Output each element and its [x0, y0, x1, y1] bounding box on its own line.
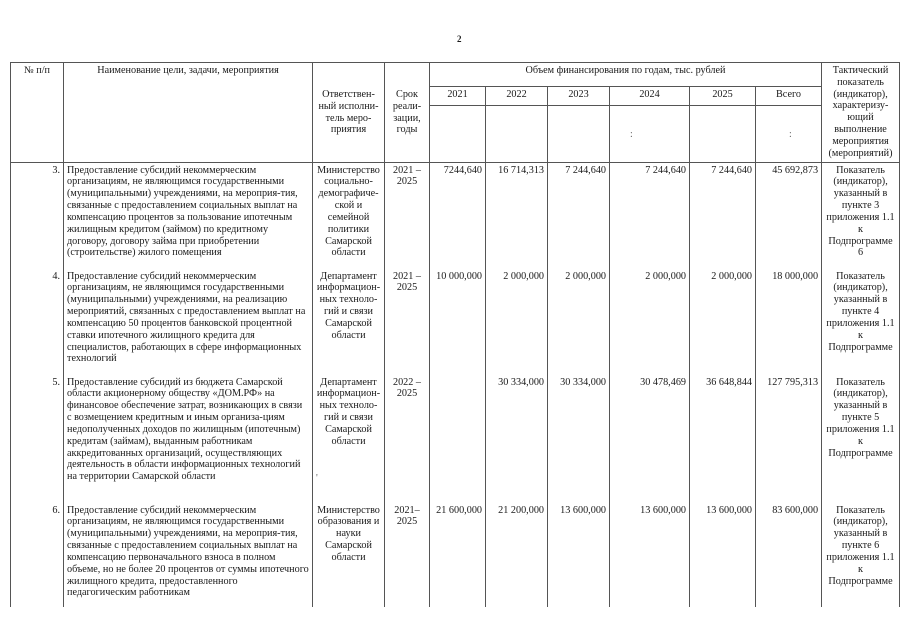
row-value-2025: 13 600,000: [690, 503, 756, 607]
row-value-2021: 10 000,000: [430, 269, 486, 375]
row-num: 6.: [11, 503, 64, 607]
header-num: № п/п: [11, 63, 64, 163]
row-value-2022: 16 714,313: [486, 162, 548, 269]
row-indicator: Показатель (индикатор), указанный в пункте 6 приложения 1.1 к Подпрограмме: [822, 503, 900, 607]
header-spacer: [690, 105, 756, 162]
header-spacer: [548, 105, 610, 162]
table-row: [11, 269, 900, 375]
row-value-2025: 7 244,640: [690, 162, 756, 269]
row-value-total: 18 000,000: [756, 269, 822, 375]
row-name: Предоставление субсидий некоммерческим организациям, не являющимся государственными (муниципальными) учреждениями, на мероприя-тия, связанные с предоставлением социальных выплат на компенсацию первоначального взноса в полном объеме, но не более 20 процентов от суммы ипотечного жилищного кредита, предоставленного педагогическим работникам: [64, 503, 313, 607]
header-year-2022: 2022: [486, 86, 548, 105]
header-responsible: Ответствен-ный исполни-тель меро-приятия: [313, 63, 385, 163]
header-row: [11, 63, 900, 87]
row-value-2024: 2 000,000: [610, 269, 690, 375]
row-indicator: Показатель (индикатор), указанный в пункте 4 приложения 1.1 к Подпрограмме: [822, 269, 900, 375]
row-indicator: Показатель (индикатор), указанный в пункте 5 приложения 1.1 к Подпрограмме: [822, 375, 900, 503]
header-name: Наименование цели, задачи, мероприятия: [64, 63, 313, 163]
row-num: 3.: [11, 162, 64, 269]
row-responsible: Департамент информацион-ных техноло-гий и связи Самарской области: [313, 375, 385, 503]
row-responsible: Министерство образования и науки Самарской области: [313, 503, 385, 607]
row-value-2025: 36 648,844: [690, 375, 756, 503]
row-value-2023: 30 334,000: [548, 375, 610, 503]
header-term: Срок реали-зации, годы: [385, 63, 430, 163]
row-value-2024: 7 244,640: [610, 162, 690, 269]
row-value-2025: 2 000,000: [690, 269, 756, 375]
row-name: Предоставление субсидий из бюджета Самарской области акционерному обществу «ДОМ.РФ» на финансовое обеспечение затрат, возникающих в связи с возмещением кредитным и иным организа-циям недополученных доходов по жилищным (ипотечным) кредитам (займам), выданным работникам аккредитованных организаций, осуществляющих деятельность в области информационных технологий на территории Самарской области: [64, 375, 313, 503]
header-year-2025: 2025: [690, 86, 756, 105]
header-spacer: [486, 105, 548, 162]
table-row: [11, 503, 900, 607]
row-term: 2021– 2025: [385, 503, 430, 607]
row-value-total: 83 600,000: [756, 503, 822, 607]
table-row: [11, 162, 900, 269]
header-year-2023: 2023: [548, 86, 610, 105]
row-value-2021: [430, 375, 486, 503]
row-num: 4.: [11, 269, 64, 375]
row-responsible: Департамент информацион-ных техноло-гий и связи Самарской области: [313, 269, 385, 375]
header-indicator: Тактический показатель (индикатор), характеризу-ющий выполнение мероприятия (мероприятий): [822, 63, 900, 163]
row-value-2024: 30 478,469: [610, 375, 690, 503]
header-year-2024: 2024: [610, 86, 690, 105]
row-value-2024: 13 600,000: [610, 503, 690, 607]
scan-speck-mark: ': [316, 473, 318, 484]
row-value-2022: 2 000,000: [486, 269, 548, 375]
row-term: 2021 – 2025: [385, 162, 430, 269]
row-name: Предоставление субсидий некоммерческим организациям, не являющимся государственными (муниципальными) учреждениями, на реализацию мероприятий, связанных с предоставлением выплат на компенсацию 50 процентов банковской процентной ставки ипотечного жилищного кредита для специалистов, работающих в сфере информационных технологий: [64, 269, 313, 375]
header-financing: Объем финансирования по годам, тыс. рублей: [430, 63, 822, 87]
row-value-2022: 21 200,000: [486, 503, 548, 607]
row-value-2023: 7 244,640: [548, 162, 610, 269]
scan-speck-mark: :: [789, 129, 792, 140]
row-indicator: Показатель (индикатор), указанный в пункте 3 приложения 1.1 к Подпрограмме 6: [822, 162, 900, 269]
scan-speck-mark: :: [630, 129, 633, 140]
row-term: 2022 – 2025: [385, 375, 430, 503]
row-value-2021: 21 600,000: [430, 503, 486, 607]
header-year-2021: 2021: [430, 86, 486, 105]
row-value-2022: 30 334,000: [486, 375, 548, 503]
row-name: Предоставление субсидий некоммерческим организациям, не являющимся государственными (муниципальными) учреждениями, на мероприя-тия, связанные с предоставлением социальных выплат на компенсацию процентов за пользование ипотечным жилищным кредитом (займом) по кредитному договору, договору займа при приобретении (строительстве) жилого помещения: [64, 162, 313, 269]
row-term: 2021 – 2025: [385, 269, 430, 375]
row-value-2023: 13 600,000: [548, 503, 610, 607]
header-spacer: [430, 105, 486, 162]
row-value-2023: 2 000,000: [548, 269, 610, 375]
row-responsible: Министерство социально-демографиче-ской и семейной политики Самарской области: [313, 162, 385, 269]
row-value-total: 127 795,313: [756, 375, 822, 503]
header-year-total: Всего: [756, 86, 822, 105]
row-value-2021: 7244,640: [430, 162, 486, 269]
activities-table: [10, 62, 900, 607]
table-row: [11, 375, 900, 503]
row-value-total: 45 692,873: [756, 162, 822, 269]
row-num: 5.: [11, 375, 64, 503]
header-spacer: [610, 105, 690, 162]
page-number: 2: [457, 34, 462, 44]
